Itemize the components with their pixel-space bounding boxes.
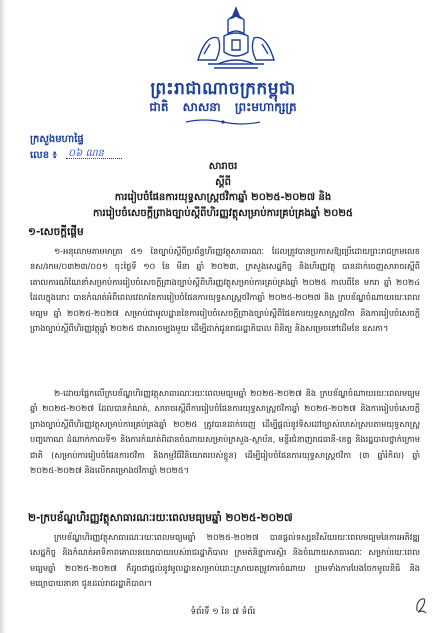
document-subtitle: ស្តីពី (215, 177, 231, 188)
document-title-line2: ការរៀបចំសេចក្តីព្រាងច្បាប់ស្តីពីហិរញ្ញវត្ថុសម្រាប់ការគ្រប់គ្រងឆ្នាំ ២០២៥ (93, 208, 353, 219)
national-motto: ជាតិ សាសនា ព្រះមហាក្សត្រ (149, 100, 297, 114)
scan-edge (0, 0, 6, 633)
page-number: ទំព័រទី ១ នៃ ៧ ទំព័រ (190, 607, 256, 617)
document-title-line1: ការរៀបចំផែនការយុទ្ធសាស្ត្រថវិកាឆ្នាំ ២០២៥-២០២៧ និង (114, 192, 332, 203)
section-heading-framework: ២-ក្របខ័ណ្ឌហិរញ្ញវត្ថុសាធារណៈរយៈពេលមធ្យមឆ្នាំ ២០២៥-២០២៧ (28, 512, 293, 524)
document-page (14, 0, 432, 633)
reference-label: លេខ ៖ (30, 150, 57, 161)
ornament-divider-icon (184, 118, 262, 126)
document-type: សារាចរ (208, 161, 238, 172)
paragraph-2: ២-ដោយផ្អែកលើក្របខ័ណ្ឌហិរញ្ញវត្ថុសាធារណៈរយៈពេលមធ្យមឆ្នាំ ២០២៥-២០២៧ និង ក្របខ័ណ្ឌចំណាយរយៈពេលមធ្យមឆ្នាំ ២០២៥-២០២៧ ដែលបានកំណត់, សារាចរស្តីពីការរៀបចំផែនការយុទ្ធសាស្ត្រថវិកាឆ្នាំ ២០២៥-២០២៧ និងការរៀបចំសេចក្តីព្រាងច្បាប់ស្តីពីហិរញ្ញវត្ថុសម្រាប់ការគ្រប់គ្រងឆ្នាំ ២០២៥ ត្រូវបានដាក់ចេញ ដើម្បីផ្តល់នូវទិសដៅច្បាស់លាស់ស្របតាមយុទ្ធសាស្ត្របញ្ចកោណ ដំណាក់កាលទី១ និងការកំណត់ពិដានចំណាយសម្រាប់ក្រសួង-ស្ថាប័ន, មន្ទីរជំនាញរាជធានី-ខេត្ត និងរដ្ឋបាលថ្នាក់ក្រោមជាតិ (សម្រាប់ការរៀបចំផែនការថវិកា និងកម្មវិធីវិនិយោគរបស់ខ្លួន) ដើម្បីរៀបចំផែនការយុទ្ធសាស្ត្រថវិកា (៣ ឆ្នាំរំកិល) ឆ្នាំ ២០២៥-២០២៧ និងលើកគម្រោងថវិកាឆ្នាំ ២០២៥។ (30, 388, 420, 476)
issuing-ministry: ក្រសួងមហាផ្ទៃ (30, 134, 84, 145)
royal-emblem-icon (188, 4, 284, 72)
reference-number: ០៦ ណន (68, 148, 104, 159)
kingdom-title: ព្រះរាជាណាចក្រកម្ពុជា (150, 79, 296, 99)
signature-initial-icon (414, 595, 428, 615)
paragraph-1: ១-អនុលោមតាមមាត្រា ៥១ នៃច្បាប់ស្តីពីប្រព័ន្ធហិរញ្ញវត្ថុសាធារណៈ ដែលត្រូវបានប្រកាសឱ្យប្រើដោយព្រះរាជក្រមលេខ នស/រកម/០៣២៣/០០១ ចុះថ្ងៃទី ១០ ខែ មីនា ឆ្នាំ ២០២៣, ក្រសួងសេដ្ឋកិច្ច និងហិរញ្ញវត្ថុ បានដាក់ចេញសារាចរស្តីពីគោលការណ៍ណែនាំសម្រាប់ការរៀបចំសេចក្តីព្រាងច្បាប់ស្តីពីហិរញ្ញវត្ថុសម្រាប់ការគ្រប់គ្រងឆ្នាំ ២០២៥ កាលពីខែ មករា ឆ្នាំ ២០២៤ ដែលក្នុងនោះ បានកំណត់អំពីពេលវេលានៃការរៀបចំផែនការយុទ្ធសាស្ត្រថវិកាឆ្នាំ ២០២៥-២០២៧ និង ក្របខ័ណ្ឌចំណាយរយៈពេលមធ្យម ឆ្នាំ ២០២៥-២០២៧ សម្រាប់ជាមូលដ្ឋាននៃការរៀបចំសេចក្តីព្រាងច្បាប់ស្តីពីផែនការយុទ្ធសាស្ត្រថវិកា និងការរៀបចំសេចក្តីព្រាងច្បាប់ស្តីពីហិរញ្ញវត្ថុឆ្នាំ ២០២៥ ជាសារចម្បងមួយ ដើម្បីដាក់ជូនរាជរដ្ឋាភិបាល ពិនិត្យ និងសម្រេចនៅដើមខែ ឧសភា។ (30, 246, 420, 334)
paragraph-3: ក្របខ័ណ្ឌហិរញ្ញវត្ថុសាធារណៈរយៈពេលមធ្យមឆ្នាំ ២០២៥-២០២៧ បានផ្តល់ទស្សនវិស័យរយៈពេលមធ្យមនៃការអភិវឌ្ឍសេដ្ឋកិច្ច និងកំណត់អាទិភាពគោលនយោបាយរបស់រាជរដ្ឋាភិបាល ក្រមត់និន្នាការស្ថិរ និងចំណាយសាធារណៈ សម្រាប់រយៈពេលមធ្យមឆ្នាំ ២០២៥-២០២៧ ក៏ដូចជាផ្តល់នូវមូលដ្ឋានសម្រាប់ដោះស្រាយតម្រូវការចំណាយ ព្រមទាំងការបែងចែកមូលនិធិ និងមធ្យោបាយនានា ជូនដល់រាជរដ្ឋាភិបាល។ (30, 532, 420, 589)
section-heading-introduction: ១-សេចក្តីផ្តើម (28, 226, 84, 238)
